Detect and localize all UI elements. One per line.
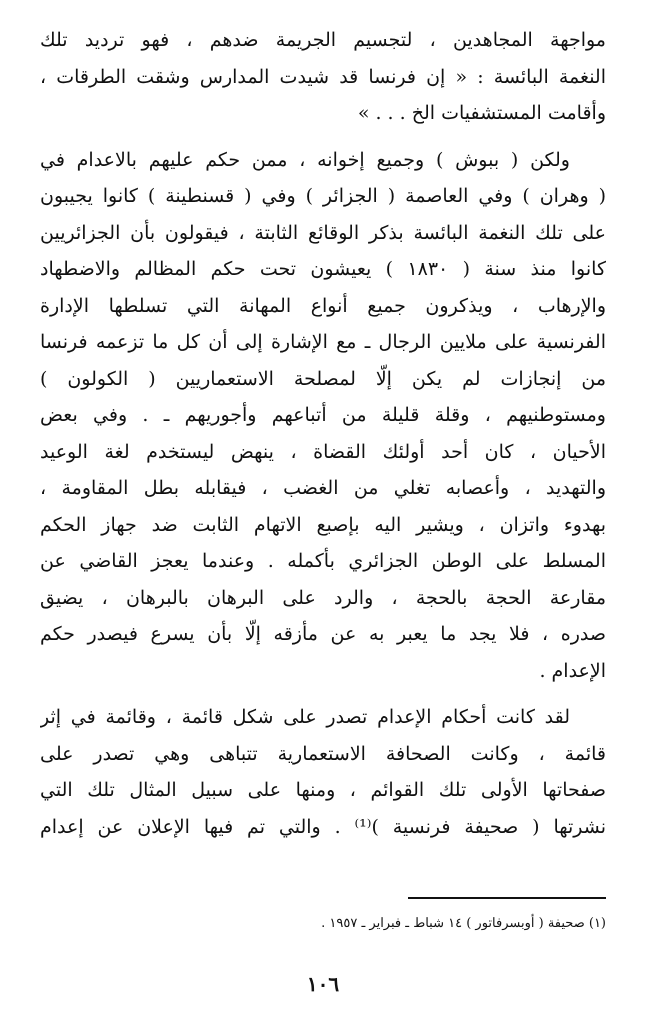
paragraph	[40, 142, 606, 690]
text-line: مواجهة المجاهدين ، لتجسيم الجريمة ضدهم ، فهو ترديد تلك	[40, 29, 606, 51]
paragraph-gap	[40, 689, 606, 699]
text-line: على تلك النغمة البائسة بذكر الوقائع الثابتة ، فيقولون بأن الجزائريين	[40, 221, 606, 244]
footnote: (١) صحيفة ( أوبسرفاتور ) ١٤ شباط ـ فبراير ـ ١٩٥٧ .	[321, 916, 606, 931]
text-line: والتهديد ، وأعصابه تغلي من الغضب ، فيقابله بطل المقاومة ،	[40, 477, 606, 499]
text-line: كانوا منذ سنة ( ١٨٣٠ ) يعيشون تحت حكم المظالم والاضطهاد	[40, 258, 606, 280]
text-line: النغمة البائسة : « إن فرنسا قد شيدت المدارس وشقت الطرقات ،	[40, 65, 606, 88]
paragraph-gap	[40, 132, 606, 142]
text-line: قائمة ، وكانت الصحافة الاستعمارية تتباهى وهي تصدر على	[40, 742, 606, 765]
paragraph	[40, 699, 606, 845]
text-line: من إنجازات لم يكن إلّا لمصلحة الاستعماريين ( الكولون )	[40, 367, 606, 390]
text-line: ومستوطنيهم ، وقلة قليلة من أتباعهم وأجوريهم ـ . وفي بعض	[40, 404, 606, 426]
text-line: لقد كانت أحكام الإعدام تصدر على شكل قائمة ، وقائمة في إثر	[40, 706, 570, 728]
paragraph	[40, 22, 606, 132]
text-line: الإعدام .	[539, 659, 606, 682]
text-line: بهدوء واتزان ، ويشير اليه بإصبع الاتهام الثابت ضد جهاز الحكم	[40, 513, 606, 536]
text-line: والإرهاب ، ويذكرون جميع أنواع المهانة التي تسلطها الإدارة	[40, 294, 606, 317]
page-body	[40, 22, 606, 845]
text-line: الأحيان ، كان أحد أولئك القضاة ، ينهض ليستخدم لغة الوعيد	[40, 440, 606, 463]
text-line: ولكن ( ببوش ) وجميع إخوانه ، ممن حكم عليهم بالاعدام في	[40, 148, 570, 171]
text-line: صدره ، فلا يجد ما يعبر به عن مأزقه إلّا بأن يسرع فيصدر حكم	[40, 623, 606, 645]
text-line: الفرنسية على ملايين الرجال ـ مع الإشارة إلى أن كل ما تزعمه فرنسا	[40, 331, 606, 353]
text-line: مقارعة الحجة بالحجة ، والرد على البرهان بالبرهان ، يضيق	[40, 586, 606, 609]
footnote-divider	[408, 897, 606, 899]
text-line: المسلط على الوطن الجزائري بأكمله . وعندما يعجز القاضي عن	[40, 550, 606, 572]
text-line: نشرتها ( صحيفة فرنسية )⁽¹⁾ . والتي تم فيها الإعلان عن إعدام	[40, 815, 606, 838]
text-line: صفحاتها الأولى تلك القوائم ، ومنها على سبيل المثال تلك التي	[40, 779, 606, 801]
text-line: وأقامت المستشفيات الخ . . . »	[357, 102, 606, 124]
text-line: ( وهران ) وفي العاصمة ( الجزائر ) وفي ( قسنطينة ) كانوا يجيبون	[40, 185, 606, 207]
page-number: ١٠٦	[306, 972, 340, 996]
